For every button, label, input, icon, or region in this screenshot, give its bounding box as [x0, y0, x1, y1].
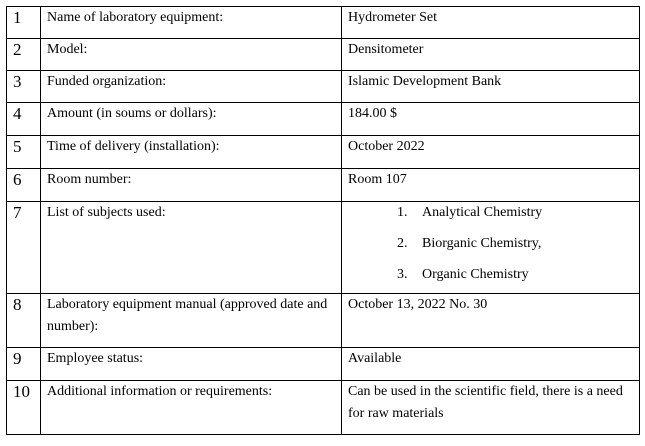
row-value: October 2022 — [342, 136, 640, 169]
subjects-list — [348, 202, 633, 286]
list-item — [397, 233, 633, 255]
row-value: Islamic Development Bank — [342, 71, 640, 103]
row-number: 8 — [7, 294, 41, 348]
row-label: Room number: — [41, 169, 342, 202]
list-item-text: Organic Chemistry — [422, 267, 529, 282]
list-index: 1. — [397, 205, 408, 220]
row-number: 7 — [7, 202, 41, 294]
row-value: October 13, 2022 No. 30 — [342, 294, 640, 348]
row-label: Model: — [41, 39, 342, 71]
list-item-text: Biorganic Chemistry, — [422, 236, 542, 251]
row-value: Room 107 — [342, 169, 640, 202]
list-index: 2. — [397, 236, 408, 251]
row-label: List of subjects used: — [41, 202, 342, 294]
row-label: Name of laboratory equipment: — [41, 7, 342, 39]
row-label: Employee status: — [41, 348, 342, 381]
row-number: 1 — [7, 7, 41, 39]
table-row — [7, 103, 640, 136]
row-value: Hydrometer Set — [342, 7, 640, 39]
row-number: 5 — [7, 136, 41, 169]
table-row — [7, 71, 640, 103]
row-label: Laboratory equipment manual (approved date and number): — [41, 294, 342, 348]
row-label: Additional information or requirements: — [41, 381, 342, 435]
table-row — [7, 381, 640, 435]
row-label: Amount (in soums or dollars): — [41, 103, 342, 136]
row-label: Funded organization: — [41, 71, 342, 103]
list-item-text: Analytical Chemistry — [422, 205, 543, 220]
table-row — [7, 169, 640, 202]
row-value: 184.00 $ — [342, 103, 640, 136]
row-value: Available — [342, 348, 640, 381]
row-value: Densitometer — [342, 39, 640, 71]
table-row — [7, 39, 640, 71]
subjects-cell — [342, 202, 640, 294]
list-index: 3. — [397, 267, 408, 282]
equipment-info-table — [6, 6, 640, 435]
row-number: 6 — [7, 169, 41, 202]
list-item — [397, 202, 633, 224]
table-row — [7, 294, 640, 348]
row-value: Can be used in the scientific field, there is a need for raw materials — [342, 381, 640, 435]
row-number: 4 — [7, 103, 41, 136]
table-row — [7, 7, 640, 39]
row-label: Time of delivery (installation): — [41, 136, 342, 169]
table-row — [7, 202, 640, 294]
row-number: 3 — [7, 71, 41, 103]
row-number: 10 — [7, 381, 41, 435]
table-row — [7, 136, 640, 169]
list-item — [397, 264, 633, 286]
row-number: 9 — [7, 348, 41, 381]
row-number: 2 — [7, 39, 41, 71]
table-row — [7, 348, 640, 381]
